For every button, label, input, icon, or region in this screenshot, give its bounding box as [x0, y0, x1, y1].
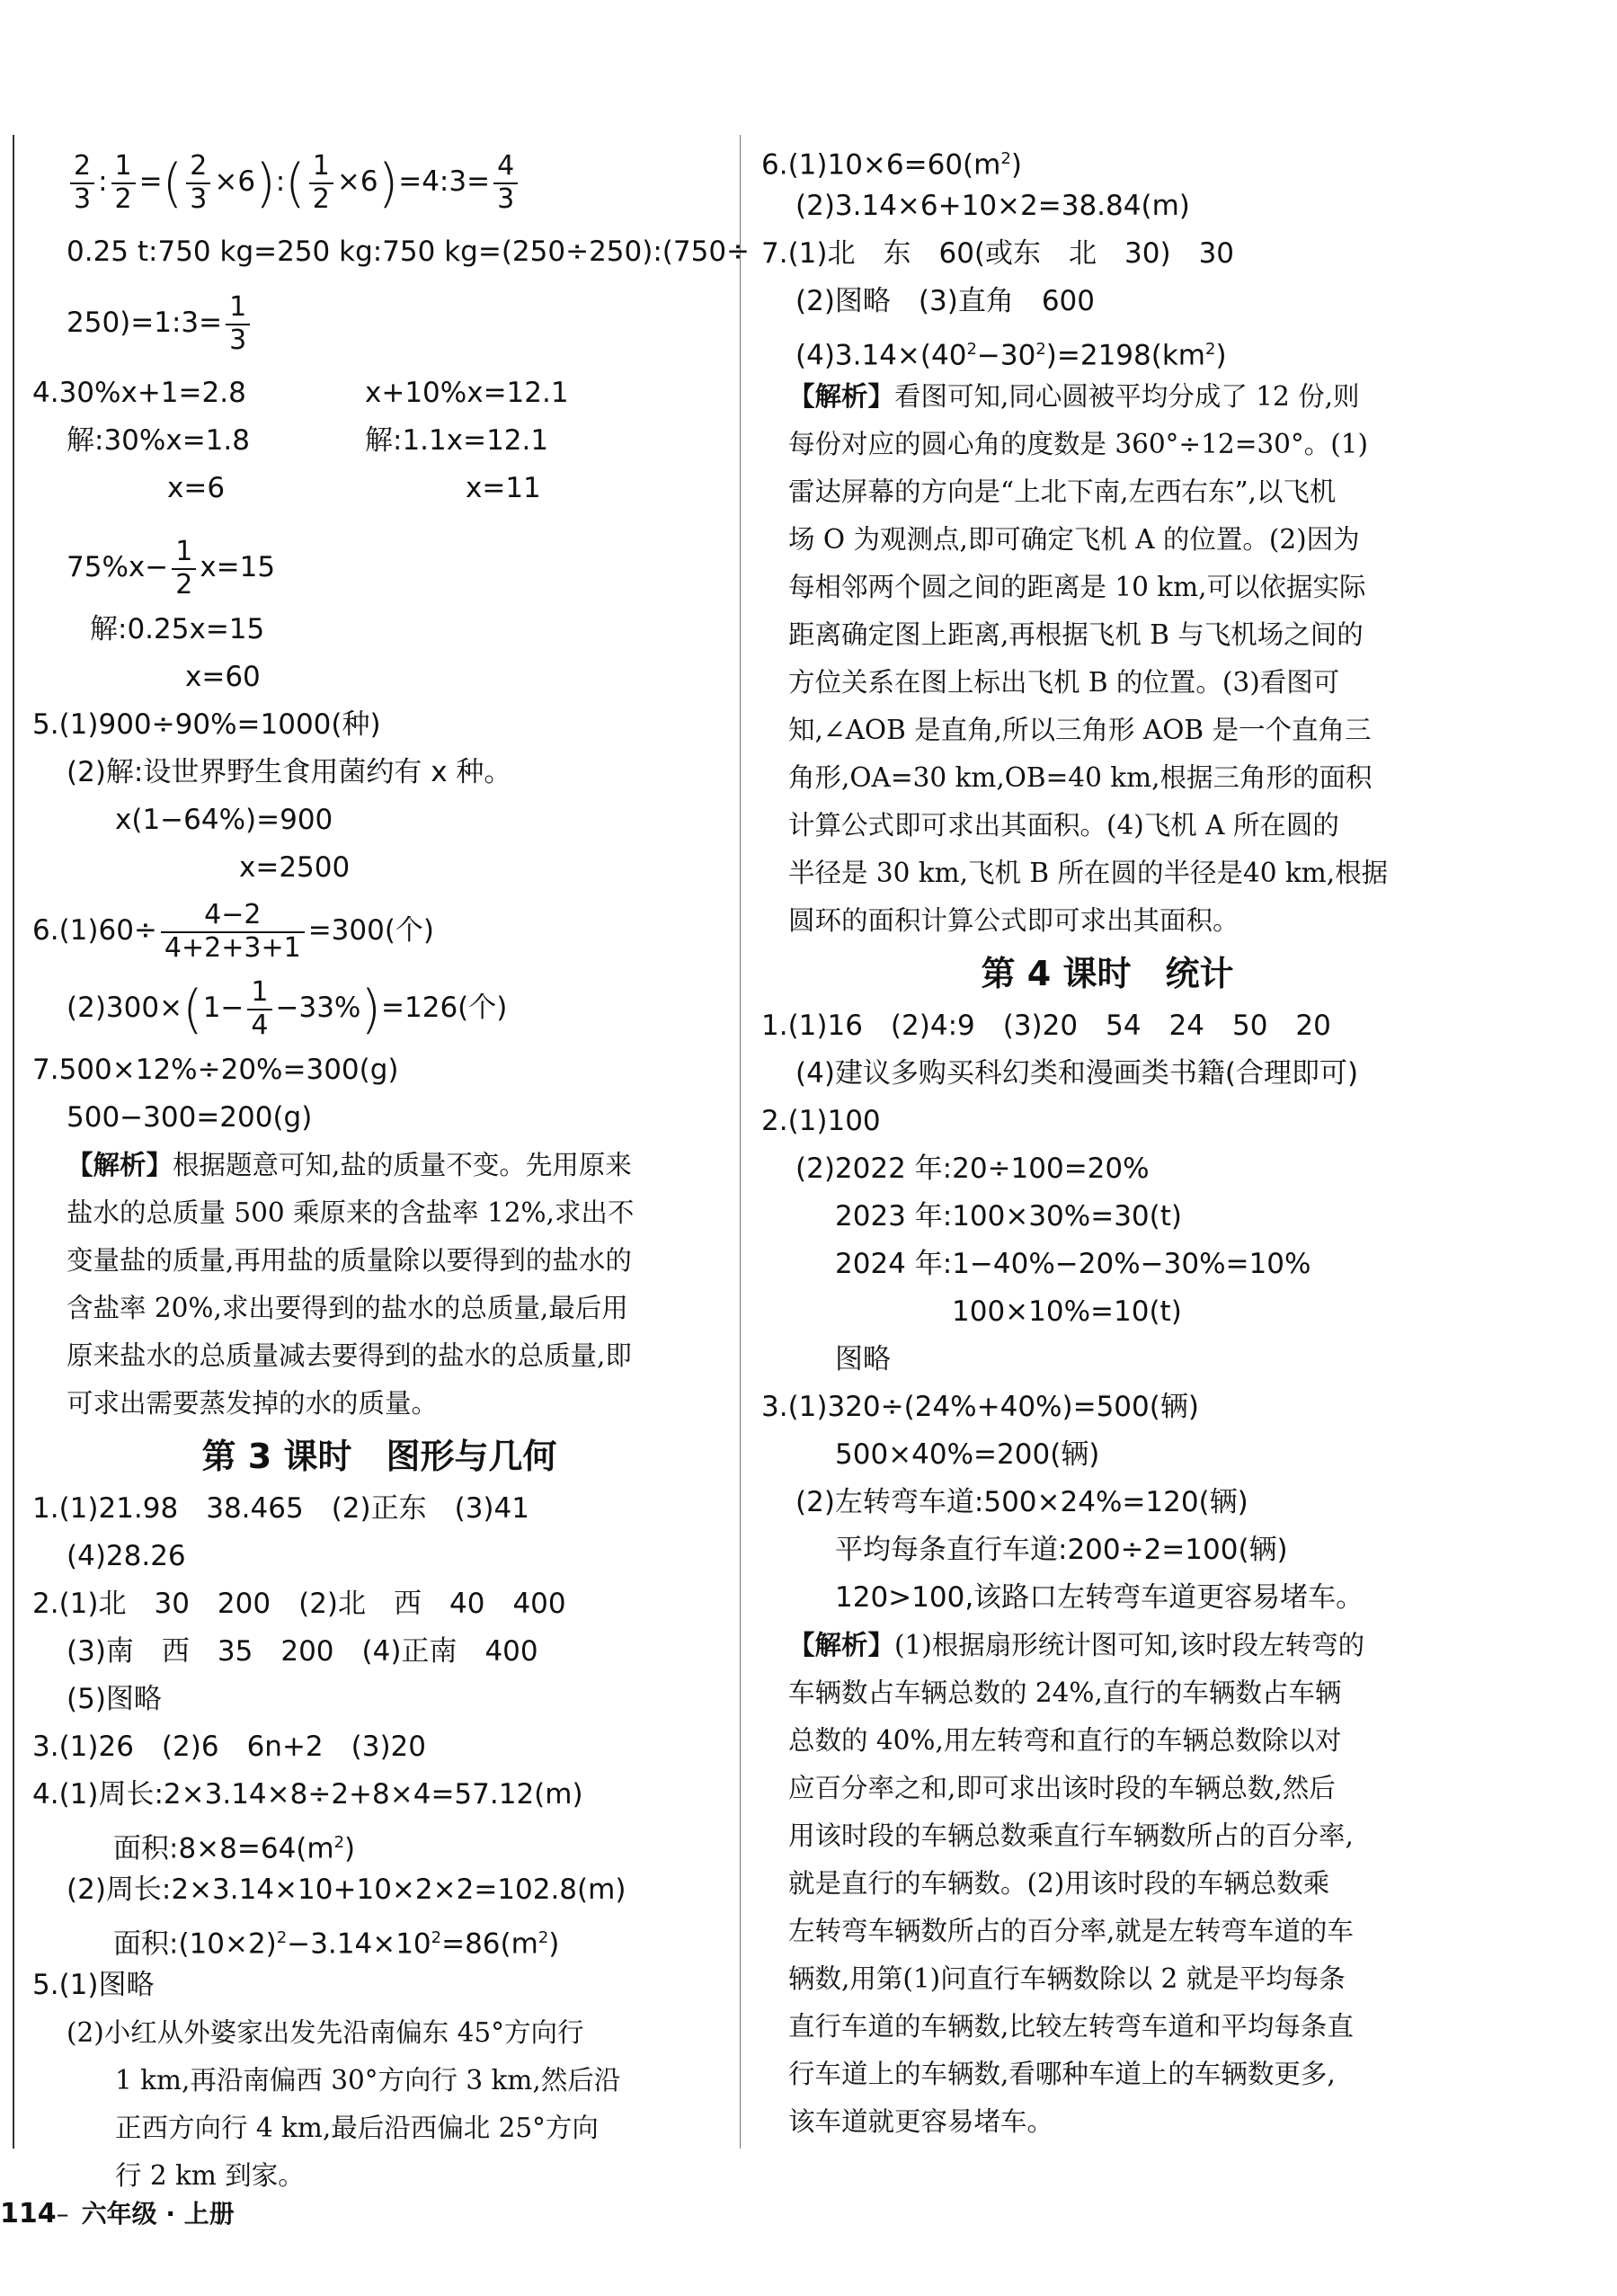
- s4-q2-line-6: 图略: [835, 1343, 891, 1375]
- s3-q4-line-4: 面积$:(10\times 2)^2-3.14\times 10^2=86(m^2)$: [113, 1927, 560, 1961]
- q4-line-1: 4.30%x+1=2.8 x+10%x=12.1: [32, 377, 569, 409]
- s4-q3-line-2: 500×40%=200(辆): [835, 1438, 1100, 1471]
- s3-q2-line-2: (3)南 西 35 200 (4)正南 400: [67, 1635, 538, 1668]
- s4-q2-line-3: 2023 年:100×30%=30(t): [835, 1200, 1183, 1233]
- page-footer: [0, 2192, 235, 2237]
- ratio-line-2: 0.25 t:750 kg=250 kg:750 kg=(250÷250):(750÷: [67, 236, 751, 268]
- right-column: [761, 135, 1453, 2146]
- fraction: $\frac{4-2}{4+2+3+1}$: [161, 900, 305, 964]
- r-q7-analysis: 【解析】看图可知,同心圆被平均分成了 12 份,则 每份对应的圆心角的度数是 360°÷12=30°。(1) 雷达屏幕的方向是“上北下南,左西右东”,以飞机 场 O 为观测点,即可确定飞机 A 的位置。(2)因为 每相邻两个圆之间的距离是 10 km,可以依据实际 距离确定图上距离,再根据飞机 B 与飞机场之间的 方位关系在图上标出飞机 B 的位置。(3)看图可 知,∠AOB 是直角,所以三角形 AOB 是一个直角三 角形,OA=30 km,OB=40 km,根据三角形的面积 计算公式即可求出其面积。(4)飞机 A 所在圆的 半径是 30 km,飞机 B 所在圆的半径是40 km,根据 圆环的面积计算公式即可求出其面积。: [788, 381, 1389, 936]
- s4-q3-line-3: (2)左转弯车道:500×24%=120(辆): [795, 1486, 1248, 1518]
- s3-q1-line-1: 1.(1)21.98 38.465 (2)正东 (3)41: [32, 1492, 529, 1525]
- s4-q1-line-2: (4)建议多购买科幻类和漫画类书籍(合理即可): [795, 1057, 1359, 1090]
- r-q6-line-2: (2)3.14×6+10×2=38.84(m): [795, 190, 1190, 222]
- q7-line-2: 500−300=200(g): [67, 1101, 313, 1134]
- fraction: $\frac{1}{3}$: [226, 292, 250, 356]
- fraction: $\frac{4}{3}$: [493, 151, 518, 215]
- analysis-tag: 【解析】: [788, 1630, 895, 1660]
- grade-label: 六年级 · 上册: [81, 2199, 235, 2229]
- column-divider: [740, 135, 741, 2149]
- q5-line-3: x(1−64%)=900: [115, 804, 333, 836]
- s3-q3-line: 3.(1)26 (2)6 6n+2 (3)20: [32, 1731, 426, 1763]
- s3-q4-line-3: (2)周长:2×3.14×10+10×2×2=102.8(m): [67, 1873, 626, 1906]
- q4-line-2: 解:30%x=1.8 解:1.1x=12.1: [67, 424, 549, 457]
- s4-q2-line-2: (2)2022 年:20÷100=20%: [795, 1152, 1150, 1185]
- section-3-title: 第 3 课时 图形与几何: [201, 1437, 557, 1476]
- q6-line-1: 6.(1)60÷ $\frac{4-2}{4+2+3+1}$ =300(个): [32, 899, 435, 964]
- s4-q2-line-1: 2.(1)100: [761, 1105, 881, 1137]
- fraction: $\frac{2}{3}$: [70, 151, 94, 215]
- q4-c-line-3: x=60: [185, 661, 261, 693]
- q4-line-3: x=6 x=11: [167, 472, 541, 504]
- s3-q2-line-1: 2.(1)北 30 200 (2)北 西 40 400: [32, 1588, 566, 1620]
- s3-q1-line-2: (4)28.26: [67, 1540, 186, 1572]
- r-q7-line-1: 7.(1)北 东 60(或东 北 30) 30: [761, 237, 1235, 270]
- r-q6-line-1: $6.(1)10\times 6=60(m^2)$: [761, 148, 1022, 182]
- q5-line-4: x=2500: [239, 851, 351, 884]
- s3-q5-line-1: 5.(1)图略: [32, 1969, 155, 2001]
- q4-c-line-1: 75%x− $\frac{1}{2}$ x=15: [67, 536, 276, 601]
- fraction: $\frac{1}{2}$: [309, 151, 333, 215]
- r-q7-line-3: $(4)3.14\times(40^2-30^2)=2198(km^2)$: [795, 339, 1227, 372]
- ratio-equation: $\frac{2}{3}$ : $\frac{1}{2}$ =( $\frac{2}{3}$ ×6):( $\frac{1}{2}$ ×6)=4:3= $\frac{4}{3}$: [32, 135, 726, 228]
- s4-q2-line-5: 100×10%=10(t): [952, 1295, 1182, 1328]
- footer-dash: –: [56, 2199, 69, 2229]
- fraction: $\frac{2}{3}$: [186, 151, 210, 215]
- page-number: 114: [0, 2198, 57, 2229]
- q6-line-2: (2)300×(1− $\frac{1}{4}$ −33%)=126(个): [67, 976, 508, 1041]
- section-4-title: 第 4 课时 统计: [981, 954, 1234, 993]
- s4-q1-line-1: 1.(1)16 (2)4:9 (3)20 54 24 50 20: [761, 1010, 1331, 1042]
- s3-q2-line-3: (5)图略: [67, 1683, 162, 1715]
- ratio-line-3: 250)=1:3= $\frac{1}{3}$: [32, 276, 726, 369]
- q5-line-2: (2)解:设世界野生食用菌约有 x 种。: [67, 756, 512, 788]
- analysis-tag: 【解析】: [788, 381, 895, 412]
- fraction: $\frac{1}{2}$: [172, 537, 196, 601]
- fraction: $\frac{1}{2}$: [111, 151, 136, 215]
- q5-line-1: 5.(1)900÷90%=1000(种): [32, 708, 381, 741]
- s4-q3-line-1: 3.(1)320÷(24%+40%)=500(辆): [761, 1391, 1199, 1423]
- s3-q4-line-1: 4.(1)周长:2×3.14×8÷2+8×4=57.12(m): [32, 1778, 583, 1811]
- q7-line-1: 7.500×12%÷20%=300(g): [32, 1054, 399, 1086]
- fraction: $\frac{1}{4}$: [247, 977, 271, 1041]
- left-column: [32, 135, 751, 2200]
- s3-q4-line-2: 面积$:8\times 8=64(m^2)$: [113, 1832, 356, 1865]
- s3-q5-answer: (2)小红从外婆家出发先沿南偏东 45°方向行 1 km,再沿南偏西 30°方向行 3 km,然后沿 正西方向行 4 km,最后沿西偏北 25°方向 行 2 km 到家。: [67, 2017, 621, 2191]
- r-q7-line-2: (2)图略 (3)直角 600: [795, 285, 1095, 317]
- s4-q3-analysis: 【解析】(1)根据扇形统计图可知,该时段左转弯的 车辆数占车辆总数的 24%,直行的车辆数占车辆 总数的 40%,用左转弯和直行的车辆总数除以对 应百分率之和,即可求出该时段的车辆总数,然后 用该时段的车辆总数乘直行车辆数所占的百分率, 就是直行的车辆数。(2)用该时段的车辆总数乘 左转弯车辆数所占的百分率,就是左转弯车道的车 辆数,用第(1)问直行车辆数除以 2 就是平均每条 直行车道的车辆数,比较左转弯车道和平均每条直 行车道上的车辆数,看哪种车道上的车辆数更多, 该车道就更容易堵车。: [788, 1630, 1365, 2137]
- s4-q3-line-4: 平均每条直行车道:200÷2=100(辆): [835, 1534, 1288, 1566]
- analysis-tag: 【解析】: [67, 1150, 173, 1180]
- s4-q3-line-5: 120>100,该路口左转弯车道更容易堵车。: [835, 1581, 1364, 1614]
- s4-q2-line-4: 2024 年:1−40%−20%−30%=10%: [835, 1248, 1311, 1280]
- q7-analysis: 【解析】根据题意可知,盐的质量不变。先用原来 盐水的总质量 500 乘原来的含盐率 12%,求出不 变量盐的质量,再用盐的质量除以要得到的盐水的 含盐率 20%,求出要得到的盐水的总质量,最后用 原来盐水的总质量减去要得到的盐水的总质量,即 可求出需要蒸发掉的水的质量。: [67, 1150, 635, 1419]
- q4-c-line-2: 解:0.25x=15: [90, 613, 265, 645]
- left-margin-rule: [13, 135, 14, 2149]
